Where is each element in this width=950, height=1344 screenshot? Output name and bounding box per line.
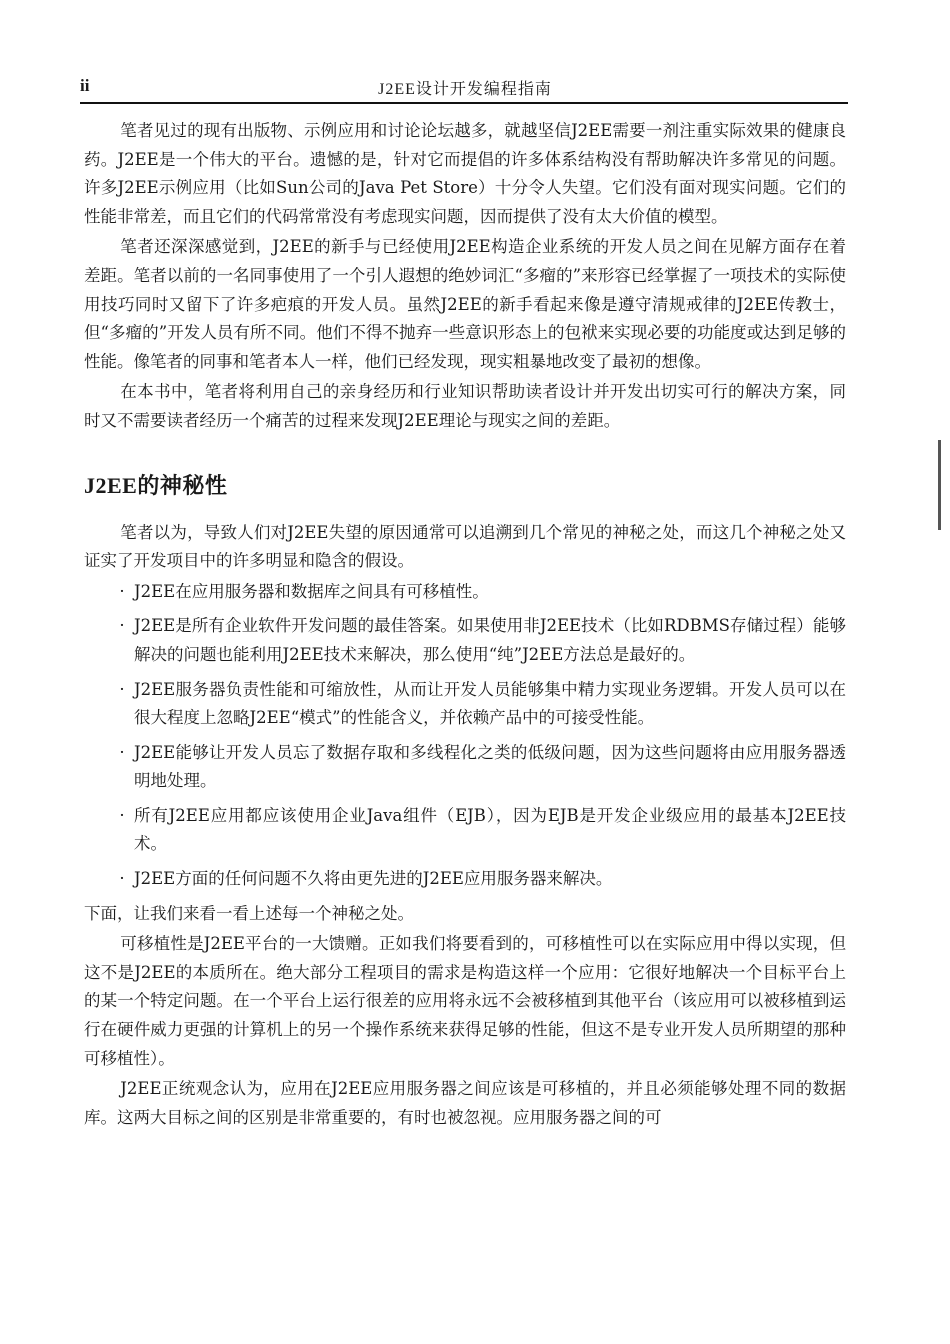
list-item [119, 802, 846, 859]
section-lead-paragraph: 笔者以为，导致人们对J2EE失望的原因通常可以追溯到几个常见的神秘之处，而这几个神秘之处又证实了开发项目中的许多明显和隐含的假设。 [84, 522, 846, 571]
paragraph: J2EE正统观念认为，应用在J2EE应用服务器之间应该是可移植的，并且必须能够处理不同的数据库。这两大目标之间的区别是非常重要的，有时也被忽视。应用服务器之间的可 [84, 1079, 846, 1127]
list-item-text: J2EE方面的任何问题不久将由更先进的J2EE应用服务器来解决。 [134, 869, 613, 889]
section-heading: J2EE的神秘性 [84, 472, 228, 498]
list-item [119, 676, 846, 733]
list-item [119, 865, 846, 894]
page-body [84, 117, 846, 1132]
list-item [119, 578, 846, 607]
bullet-icon: · [119, 742, 125, 762]
book-title: J2EE设计开发编程指南 [378, 81, 552, 98]
list-item [119, 612, 846, 669]
bullet-icon: · [119, 581, 125, 601]
paragraph: 笔者见过的现有出版物、示例应用和讨论论坛越多，就越坚信J2EE需要一剂注重实际效果的健康良药。J2EE是一个伟大的平台。遗憾的是，针对它而提倡的许多体系结构没有帮助解决许多常见的问题。许多J2EE示例应用（比如Sun公司的Java Pet Store）十分令人失望。它们没有面对现实问题。它们的性能非常差，而且它们的代码常常没有考虑现实问题，因而提供了没有太大价值的模型。 [84, 121, 846, 226]
paragraph: 可移植性是J2EE平台的一大馈赠。正如我们将要看到的，可移植性可以在实际应用中得以实现，但这不是J2EE的本质所在。绝大部分工程项目的需求是构造这样一个应用：它很好地解决一个目标平台上的某一个特定问题。在一个平台上运行很差的应用将永远不会被移植到其他平台（该应用可以被移植到运行在硬件威力更强的计算机上的另一个操作系统来获得足够的性能，但这不是专业开发人员所期望的那种可移植性）。 [84, 934, 846, 1068]
running-head [80, 76, 850, 100]
bullet-icon: · [119, 616, 125, 636]
bullet-icon: · [119, 869, 125, 889]
list-item-text: J2EE在应用服务器和数据库之间具有可移植性。 [134, 581, 489, 601]
page-number: ii [80, 76, 90, 95]
paragraph: 在本书中，笔者将利用自己的亲身经历和行业知识帮助读者设计并开发出切实可行的解决方案，同时又不需要读者经历一个痛苦的过程来发现J2EE理论与现实之间的差距。 [84, 382, 846, 430]
list-item-text: 所有J2EE应用都应该使用企业Java组件（EJB），因为EJB是开发企业级应用的最基本J2EE技术。 [134, 805, 846, 854]
list-item-text: J2EE服务器负责性能和可缩放性，从而让开发人员能够集中精力实现业务逻辑。开发人员可以在很大程度上忽略J2EE“模式”的性能含义，并依赖产品中的可接受性能。 [134, 679, 846, 728]
list-item-text: J2EE是所有企业软件开发问题的最佳答案。如果使用非J2EE技术（比如RDBMS存储过程）能够解决的问题也能利用J2EE技术来解决，那么使用“纯”J2EE方法总是最好的。 [134, 616, 846, 664]
list-item-text: J2EE能够让开发人员忘了数据存取和多线程化之类的低级问题，因为这些问题将由应用服务器透明地处理。 [134, 742, 846, 791]
bullet-icon: · [119, 679, 125, 699]
header-rule [80, 102, 848, 104]
transition-sentence: 下面，让我们来看一看上述每一个神秘之处。 [84, 903, 414, 923]
bullet-icon: · [119, 805, 125, 825]
myths-list [84, 578, 846, 894]
list-item [119, 739, 846, 796]
paragraph: 笔者还深深感觉到，J2EE的新手与已经使用J2EE构造企业系统的开发人员之间在见解方面存在着差距。笔者以前的一名同事使用了一个引人遐想的绝妙词汇“多瘤的”来形容已经掌握了一项技术的实际使用技巧同时又留下了许多疤痕的开发人员。虽然J2EE的新手看起来像是遵守清规戒律的J2EE传教士，但“多瘤的”开发人员有所不同。他们不得不抛弃一些意识形态上的包袱来实现必要的功能度或达到足够的性能。像笔者的同事和笔者本人一样，他们已经发现，现实粗暴地改变了最初的想像。 [84, 237, 846, 371]
scan-artifact [938, 440, 941, 530]
